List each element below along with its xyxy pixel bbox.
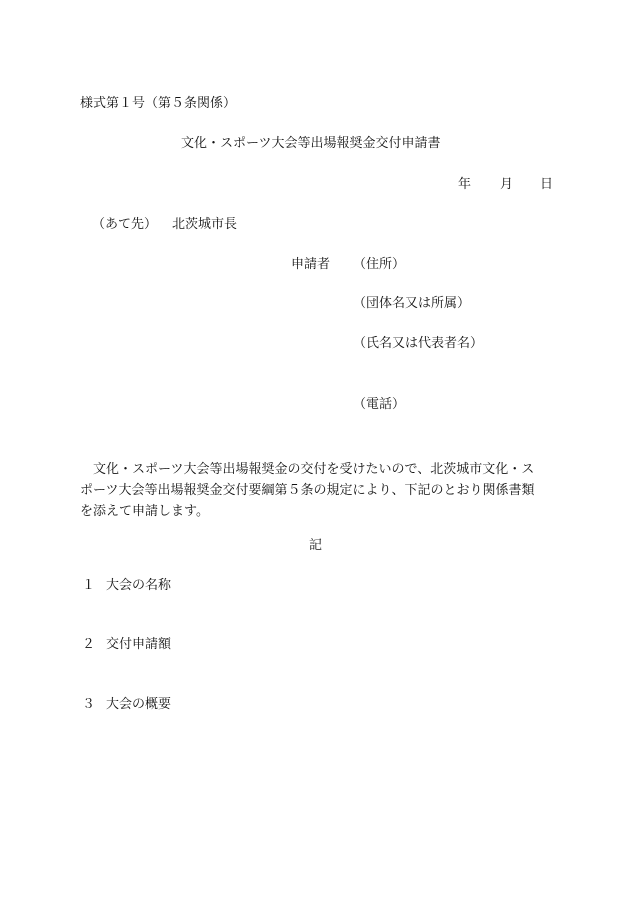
date-month-label: 月 [500, 177, 514, 192]
body-line: ポーツ大会等出場報奨金交付要綱第５条の規定により、下記のとおり関係書類 [80, 483, 535, 498]
applicant-address-field: （住所） [353, 257, 406, 272]
body-line: 文化・スポーツ大会等出場報奨金の交付を受けたいので、北茨城市文化・ス [93, 462, 535, 477]
item-label-tournament-overview: 大会の概要 [106, 697, 172, 712]
date-year-label: 年 [458, 177, 472, 192]
document-title: 文化・スポーツ大会等出場報奨金交付申請書 [181, 136, 441, 151]
form-number: 様式第１号（第５条関係） [80, 96, 237, 111]
item-label-requested-amount: 交付申請額 [106, 637, 172, 652]
item-label-tournament-name: 大会の名称 [106, 578, 172, 593]
addressee-label: （あて先） [92, 217, 158, 232]
body-paragraph [80, 459, 568, 522]
applicant-name-field: （氏名又は代表者名） [353, 336, 484, 351]
applicant-label: 申請者 [291, 257, 331, 272]
item-number: ３ [82, 697, 96, 712]
item-number: ２ [82, 637, 96, 652]
date-day-label: 日 [540, 177, 554, 192]
item-number: １ [82, 578, 96, 593]
applicant-phone-field: （電話） [353, 397, 406, 412]
ki-heading: 記 [309, 538, 323, 553]
applicant-group-field: （団体名又は所属） [353, 296, 471, 311]
body-line: を添えて申請します。 [80, 504, 209, 519]
addressee-name: 北茨城市長 [172, 217, 238, 232]
